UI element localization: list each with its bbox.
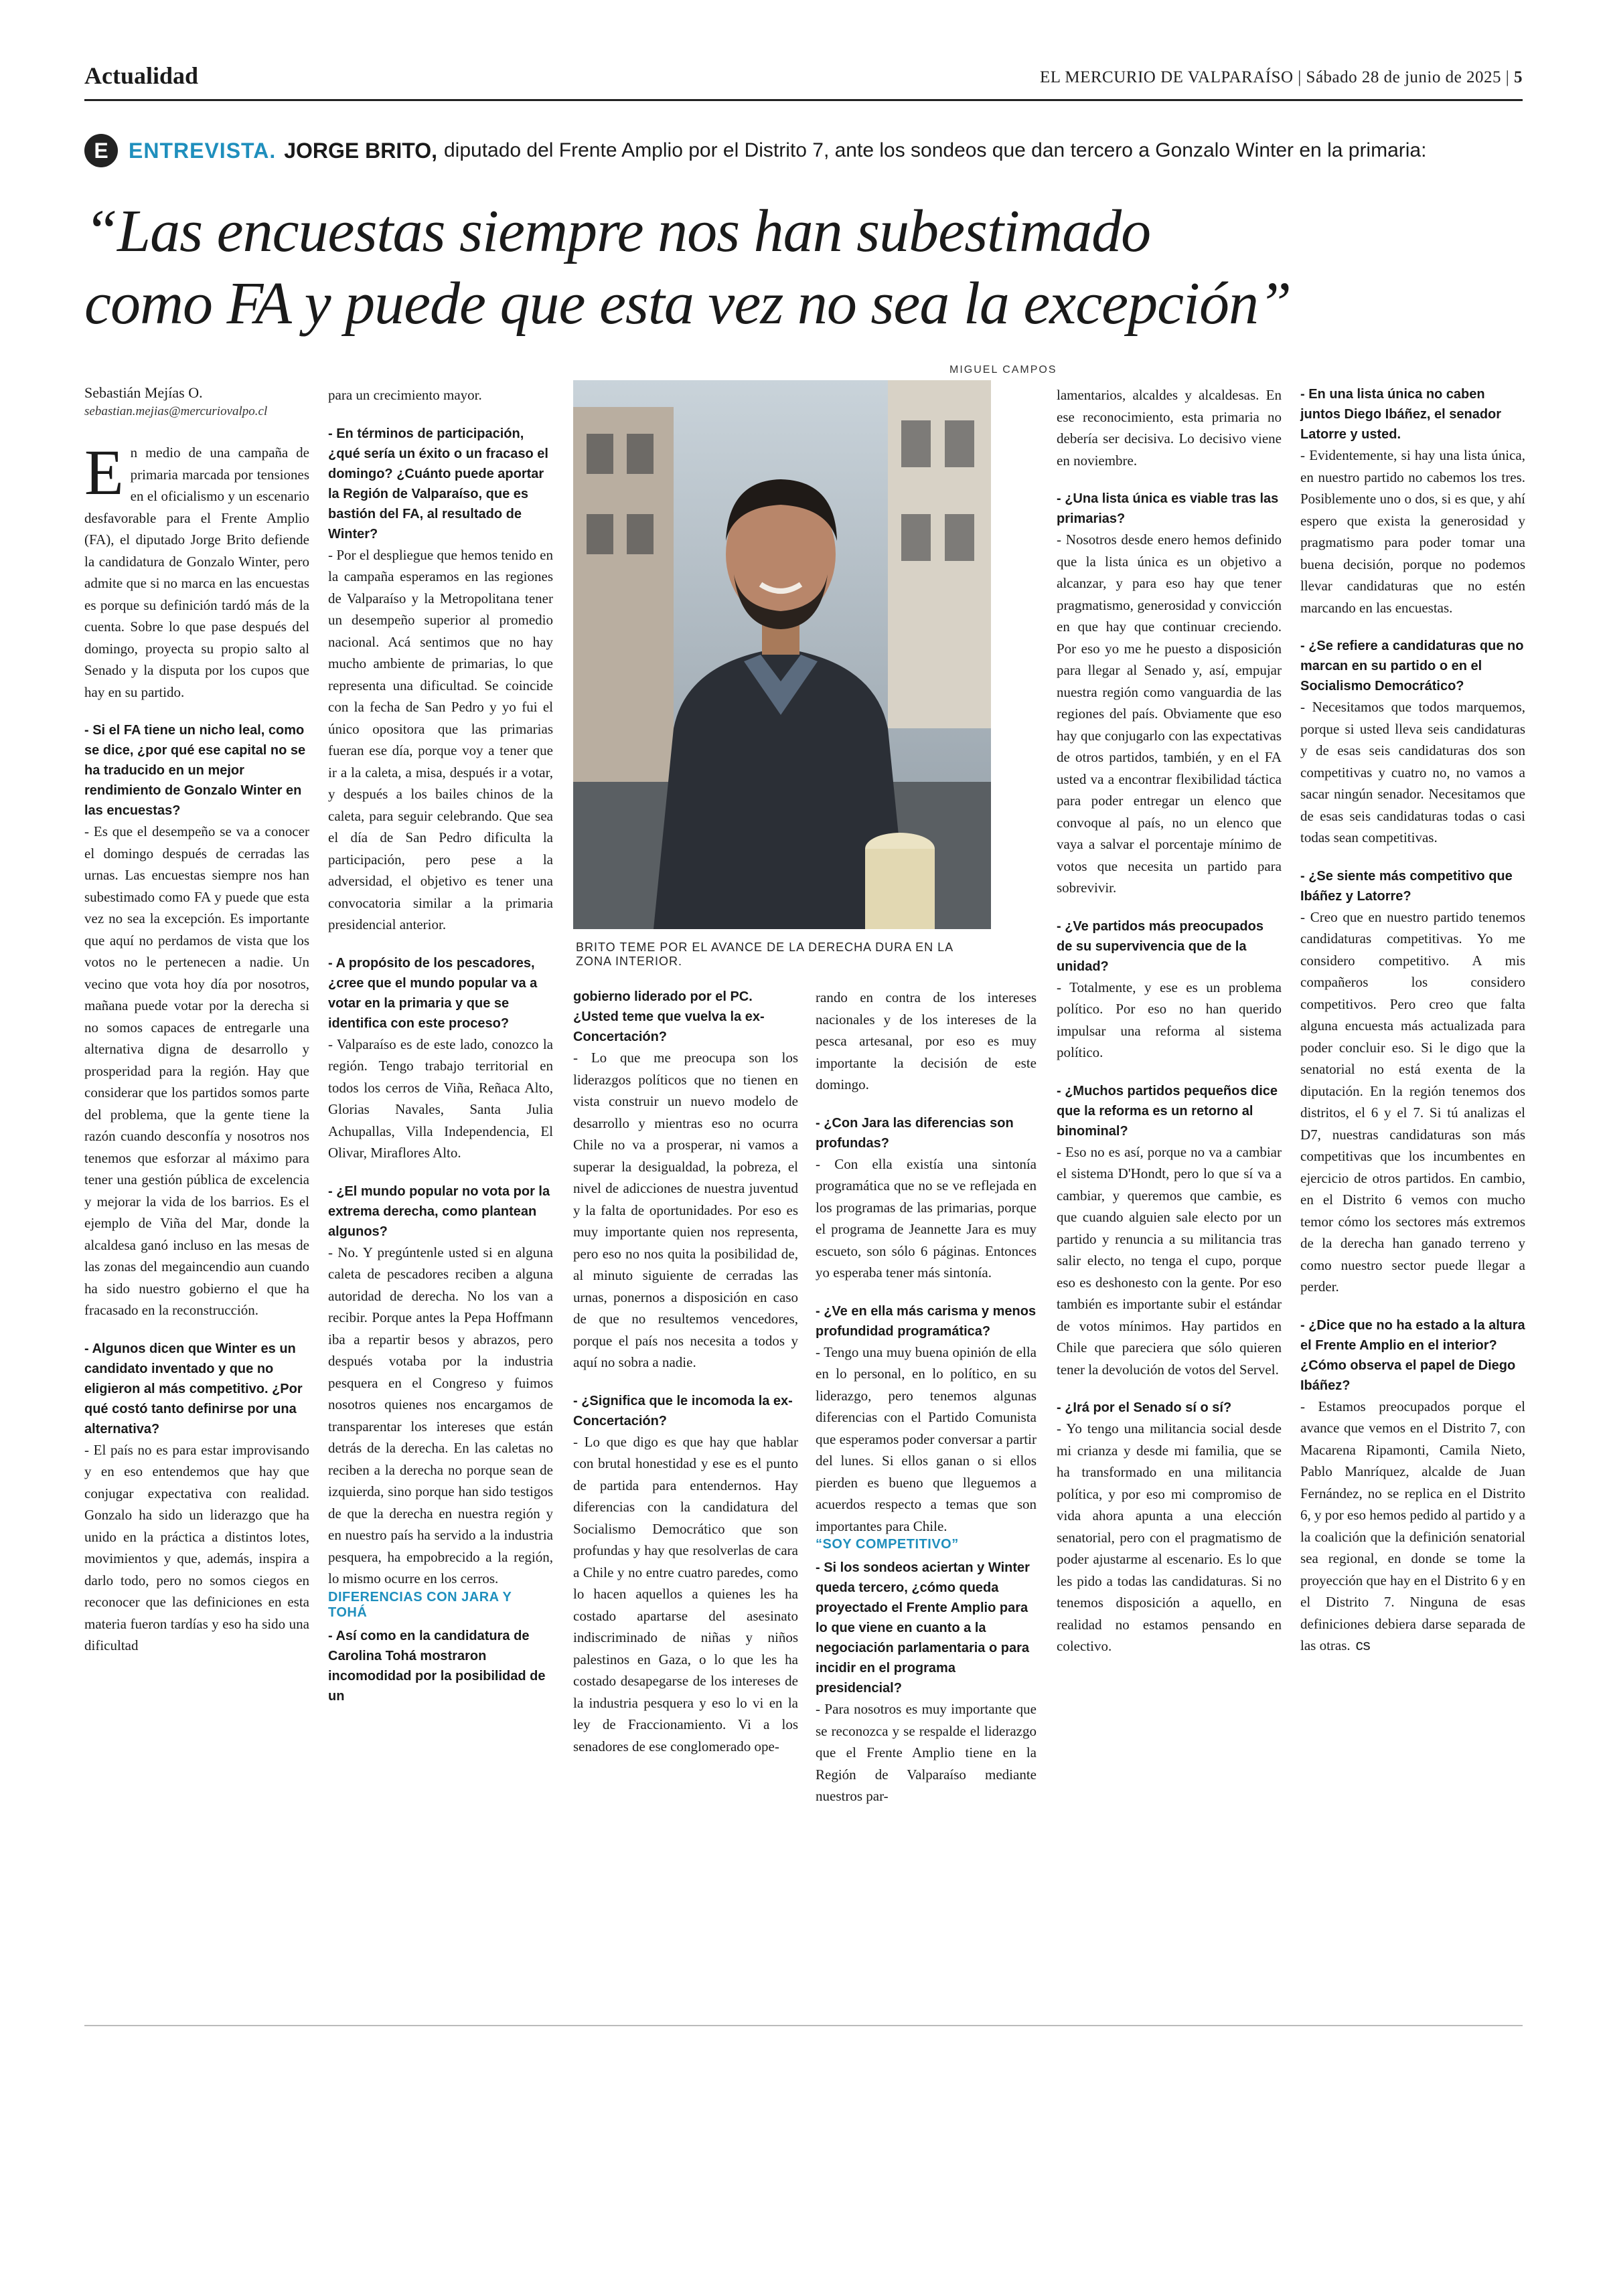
answer: - Yo tengo una militancia social desde mi crianza y desde mi familia, que se ha transformado en una militancia política, y por eso mi compromiso de vida ahora apunta a una elección senatorial, pero con el pragmatismo de poder ajustarme al escenario. Es lo que les pido a todas las candidaturas. Si no tenemos disposición a aquello, en realidad no estamos pensando en colectivo. (1057, 1420, 1282, 1654)
question: - ¿Muchos partidos pequeños dice que la reforma es un retorno al binominal? (1057, 1083, 1278, 1139)
subhead-competitive: “SOY COMPETITIVO” (816, 1537, 959, 1552)
headline-line-1: “Las encuestas siempre nos han subestimado (84, 198, 1151, 264)
question: - ¿Irá por el Senado sí o sí? (1057, 1400, 1232, 1415)
column-5 (1057, 384, 1282, 1657)
answer (1300, 1396, 1525, 1657)
drop-cap: E (84, 436, 124, 508)
question: - En una lista única no caben juntos Diego Ibáñez, el senador Latorre y usted. (1300, 387, 1502, 442)
answer: - Eso no es así, porque no va a cambiar el sistema D'Hondt, pero lo que sí va a cambiar, y queremos que cambie, es que cuando alguien sale electo por un partido y renuncia a su militancia tras salir electo, no tenga el cupo, porque eso es deshonesto con la gente. Por eso también es importante subir el estándar de votos mínimos. Hay partidos en Chile que pareciera que sólo quieren tener la devolución de votos del Servel. (1057, 1143, 1282, 1378)
question: - ¿El mundo popular no vota por la extrema derecha, como plantean algunos? (328, 1183, 550, 1239)
answer: - Necesitamos que todos marquemos, porque si usted lleva seis candidaturas y de esas seis candidaturas dos son competitivas y cuatro no, no vamos a sacar ningún senador. Necesitamos que de esas seis candidaturas todas o casi todas sean competitivas. (1300, 699, 1525, 845)
column-1 (84, 384, 309, 1657)
headline (84, 195, 1544, 340)
photo-caption: BRITO TEME POR EL AVANCE DE LA DERECHA DURA EN LA ZONA INTERIOR. (576, 940, 953, 968)
question: gobierno liderado por el PC. ¿Usted teme que vuelva la ex-Concertación? (573, 989, 765, 1044)
photo-credit: MIGUEL CAMPOS (949, 364, 1057, 376)
question: - Si el FA tiene un nicho leal, como se dice, ¿por qué ese capital no se ha traducido en un mejor rendimiento de Gonzalo Winter en las encuestas? (84, 723, 306, 818)
question: - ¿Se refiere a candidaturas que no marcan en su partido o en el Socialismo Democrático? (1300, 639, 1524, 693)
answer: - Lo que digo es que hay que hablar con brutal honestidad y ese es el punto de partida para entendernos. Hay diferencias con la candidatura del Socialismo Democrático que son profundas y hay que resolverlas de cara a Chile y no entre cuatro paredes, como lo hacen aquellos a quienes les ha costado apartarse del asesinato indiscriminado de niñas y niños palestinos en Gaza, o lo que les ha costado desapegarse de los intereses de la industria pesquera y eso lo vi en la ley de Fraccionamiento. Vi a los senadores de ese conglomerado ope- (573, 1433, 798, 1754)
column-4 (816, 987, 1037, 1807)
answer: - Totalmente, y ese es un problema político. Por eso no han querido impulsar una reforma al sistema político. (1057, 979, 1282, 1060)
subhead-differences: DIFERENCIAS CON JARA Y TOHÁ (328, 1589, 512, 1620)
kicker-name: JORGE BRITO, (284, 138, 437, 163)
answer: - Por el despliegue que hemos tenido en la campaña esperamos en las regiones de Valparaíso y la Metropolitana tener un desempeño superior al promedio nacional. Acá sentimos que no hay mucho ambiente de primarias, lo que representa una dificultad. Se coincide con la fecha de San Pedro y yo fui el único opositora que las primarias fueran ese día, porque voy a tener que ir a la caleta, a misa, después ir a votar, y después a los bailes chinos de la caleta, para seguir celebrando. Que sea el día de San Pedro dificulta la participación, pero pese a la adversidad, el objetivo es tener una convocatoria similar a la primaria presidencial anterior. (328, 546, 553, 932)
question: - ¿Ve partidos más preocupados de su supervivencia que de la unidad? (1057, 918, 1264, 974)
lead-text: n medio de una campaña de primaria marcada por tensiones en el oficialismo y un escenario desfavorable para el Frente Amplio (FA), el diputado Jorge Brito defiende la candidatura de Gonzalo Winter, pero admite que si no marca en las encuestas es porque su definición tardó más de la cuenta. Sobre lo que pase después del domingo, proyecta su propio salto al Senado y la disputa por los cupos que hay en su partido. (84, 444, 309, 700)
headline-line-2: como FA y puede que esta vez no sea la excepción” (84, 270, 1292, 337)
page-header (84, 62, 1523, 101)
answer: - Creo que en nuestro partido tenemos candidaturas competitivas. Yo me considero competitivo. A mis compañeros los considero competitivos. Pero creo que falta alguna encuesta más actualizada para poder concluir eso. Si le digo que la senatorial no está exenta de la diputación. En la región tenemos dos distritos, el 6 y el 7. Si tú analizas el D7, nuestras candidaturas son más competitivas que los incumbentes en ejercicio de otros partidos. En cambio, en el Distrito 6 vemos con mucho temor cómo los sectores más extremos de la derecha han ganado terreno y como nuestro sector puede llegar a perder. (1300, 908, 1525, 1295)
answer: - Es que el desempeño se va a conocer el domingo después de cerradas las urnas. Las encuestas siempre nos han subestimado como FA y puede que esta vez no sea la excepción. Es importante que aquí no perdamos de vista que los votos no le pertenecen a nadie. Un vecino que vota hoy día por nosotros, mañana puede votar por la derecha si no somos capaces de entregarle una alternativa digna de desarrollo y prosperidad para la región. Hay que considerar que los partidos somos parte del problema, que la gente tiene la razón cuando desconfía y nosotros nos tenemos que esforzar al máximo para tener una gestión pública de excelencia y mejorar la vida de los barrios. Es el ejemplo de Viña del Mar, donde la alcaldesa ganó incluso en las mesas de las zonas del megaincendio aun cuando ha sido nuestro gobierno el que ha fracasado en la reconstrucción. (84, 823, 309, 1318)
kicker-label: ENTREVISTA. (129, 138, 277, 163)
question: - Algunos dicen que Winter es un candidato inventado y que no eligieron al más competitivo. ¿Por qué costó tanto definirse por una alternativa? (84, 1341, 303, 1437)
answer: - Evidentemente, si hay una lista única, en nuestro partido no cabemos los tres. Posiblemente uno o dos, si es que, y ahí espero que exista la generosidad y pragmatismo para poder tomar una buena decisión, porque no podemos llevar candidaturas que no estén marcando en las encuestas. (1300, 447, 1525, 616)
question: - ¿Una lista única es viable tras las primarias? (1057, 491, 1279, 526)
byline-author: Sebastián Mejías O. (84, 384, 203, 401)
question: - En términos de participación, ¿qué sería un éxito o un fracaso el domingo? ¿Cuánto puede aportar la Región de Valparaíso, que es bastión del FA, al resultado de Winter? (328, 426, 548, 542)
answer: para un crecimiento mayor. (328, 387, 482, 403)
page-number: 5 (1514, 68, 1523, 86)
question: - ¿Ve en ella más carisma y menos profundidad programática? (816, 1303, 1037, 1339)
answer: - No. Y pregúntenle usted si en alguna caleta de pescadores reciben a alguna autoridad de derecha. No los van a recibir. Porque antes la Pepa Hoffmann iba a repartir besos y abrazos, pero después votaba por la industria pesquera en el Congreso y fuimos nosotros quienes nos encargamos de transparentar los intereses que están detrás de la derecha. En las caletas no reciben a la derecha no porque sean de izquierda, sino porque han sido testigos de que la derecha en nuestra región y en nuestro país ha servido a la industria pesquera, ha empobrecido a la región, lo mismo ocurre en los cerros. (328, 1244, 553, 1586)
byline-email: sebastian.mejias@mercuriovalpo.cl (84, 404, 268, 418)
question: - A propósito de los pescadores, ¿cree que el mundo popular va a votar en la primaria y que se identifica con este proceso? (328, 955, 538, 1031)
publication-date: Sábado 28 de junio de 2025 (1306, 68, 1501, 86)
question: - Si los sondeos aciertan y Winter queda tercero, ¿cómo queda proyectado el Frente Amplio para lo que viene en cuanto a la negociación parlamentaria o para incidir en el programa presidencial? (816, 1560, 1030, 1696)
answer: - Tengo una muy buena opinión de ella en lo personal, en lo político, en su liderazgo, pero tenemos algunas diferencias con el Partido Comunista que esperamos poder conversar a partir del lunes. Si ellos ganan o si ellos pierden es bueno que lleguemos a acuerdos respecto a temas que son importantes para Chile. (816, 1343, 1037, 1534)
question: - ¿Dice que no ha estado a la altura el Frente Amplio en el interior? ¿Cómo observa el papel de Diego Ibáñez? (1300, 1317, 1525, 1393)
end-mark: cs (1355, 1637, 1371, 1653)
question: - Así como en la candidatura de Carolina Tohá mostraron incomodidad por la posibilidad de un (328, 1628, 546, 1704)
publication-line: EL MERCURIO DE VALPARAÍSO | Sábado 28 de junio de 2025 | 5 (1040, 68, 1523, 86)
interview-kicker (84, 133, 1524, 169)
lead-paragraph (84, 436, 309, 703)
bottom-rule (84, 2025, 1523, 2026)
question: - ¿Se siente más competitivo que Ibáñez y Latorre? (1300, 868, 1513, 904)
kicker-description: diputado del Frente Amplio por el Distrito 7, ante los sondeos que dan tercero a Gonzalo Winter en la primaria: (443, 139, 1427, 161)
column-2 (328, 384, 553, 1706)
column-3 (573, 987, 798, 1757)
answer: - El país no es para estar improvisando y en eso entendemos que hay que conjugar expectativa con realidad. Gonzalo ha sido un liderazgo que ha unido en la práctica a distintos lotes, movimientos y que, además, inspira a darlo todo, pero no somos ciegos en reconocer que las definiciones en esta materia fueron tardías y eso ha sido una dificultad (84, 1441, 309, 1653)
answer: rando en contra de los intereses nacionales y de los intereses de la pesca artesanal, por eso es muy importante la decisión de este domingo. (816, 989, 1037, 1092)
portrait-illustration (573, 380, 991, 929)
answer: - Nosotros desde enero hemos definido que la lista única es un objetivo a alcanzar, y para eso hay que tener pragmatismo, generosidad y convicción en que hay que continuar creciendo. Por eso yo me he puesto a disposición para llegar al Senado y, así, empujar nuestra región como vanguardia de las regiones del país. Obviamente que eso hay que conjugarlo con las expectativas de otros partidos, también, y en el FA usted va a encontrar flexibilidad táctica para poder entregar un elenco que convoque al país, no un elenco que vaya a salvar el porcentaje mínimo de votos que necesita un partido para sobrevivir. (1057, 531, 1282, 896)
answer: lamentarios, alcaldes y alcaldesas. En ese reconocimiento, esta primaria no debería ser decisiva. Lo decisivo viene en noviembre. (1057, 387, 1282, 469)
question: - ¿Con Jara las diferencias son profundas? (816, 1115, 1014, 1151)
answer: - Lo que me preocupa son los liderazgos políticos que no tienen en vista construir un nuevo modelo de desarrollo y mientras eso no ocurra Chile no va a prosperar, ni vamos a superar la desigualdad, la pobreza, el nivel de adicciones de nuestra juventud y la falta de oportunidades. Por eso es muy importante quien nos representa, pero eso no nos quita la posibilidad de, al minuto siguiente de cerradas las urnas, ponernos a disposición en caso de que no resultemos vencedores, porque el país nos necesita a todos y aquí no sobra a nadie. (573, 1050, 798, 1370)
answer: - Para nosotros es muy importante que se reconozca y se respalde el liderazgo que el Frente Amplio tiene en la Región de Valparaíso mediante nuestros par- (816, 1701, 1037, 1804)
section-title: Actualidad (84, 62, 199, 89)
portrait-photo (573, 380, 991, 929)
interview-badge-icon: E (84, 134, 118, 167)
column-6 (1300, 384, 1525, 1657)
answer-text: - Estamos preocupados porque el avance que vemos en el Distrito 7, con Macarena Ripamonti, Camila Nieto, Pablo Manríquez, alcalde de Juan Fernández, no se replica en el Distrito 6, y por eso hemos pedido al partido y a la coalición que la definición senatorial sea regional, en donde se tome la proyección que hay en el Distrito 6 y en el Distrito 7. Ninguna de esas definiciones debiera darse separada de las otras. (1300, 1398, 1525, 1653)
answer: - Valparaíso es de este lado, conozco la región. Tengo trabajo territorial en todos los cerros de Viña, Reñaca Alto, Glorias Navales, Santa Julia Achupallas, Villa Independencia, El Olivar, Miraflores Alto. (328, 1036, 553, 1161)
publication-name: EL MERCURIO DE VALPARAÍSO (1040, 68, 1294, 86)
question: - ¿Significa que le incomoda la ex-Concertación? (573, 1393, 793, 1428)
answer: - Con ella existía una sintonía programática que no se ve reflejada en los programas de las primarias, porque el programa de Jeannette Jara es muy escueto, son sólo 6 páginas. Entonces yo esperaba tener más sintonía. (816, 1155, 1037, 1281)
